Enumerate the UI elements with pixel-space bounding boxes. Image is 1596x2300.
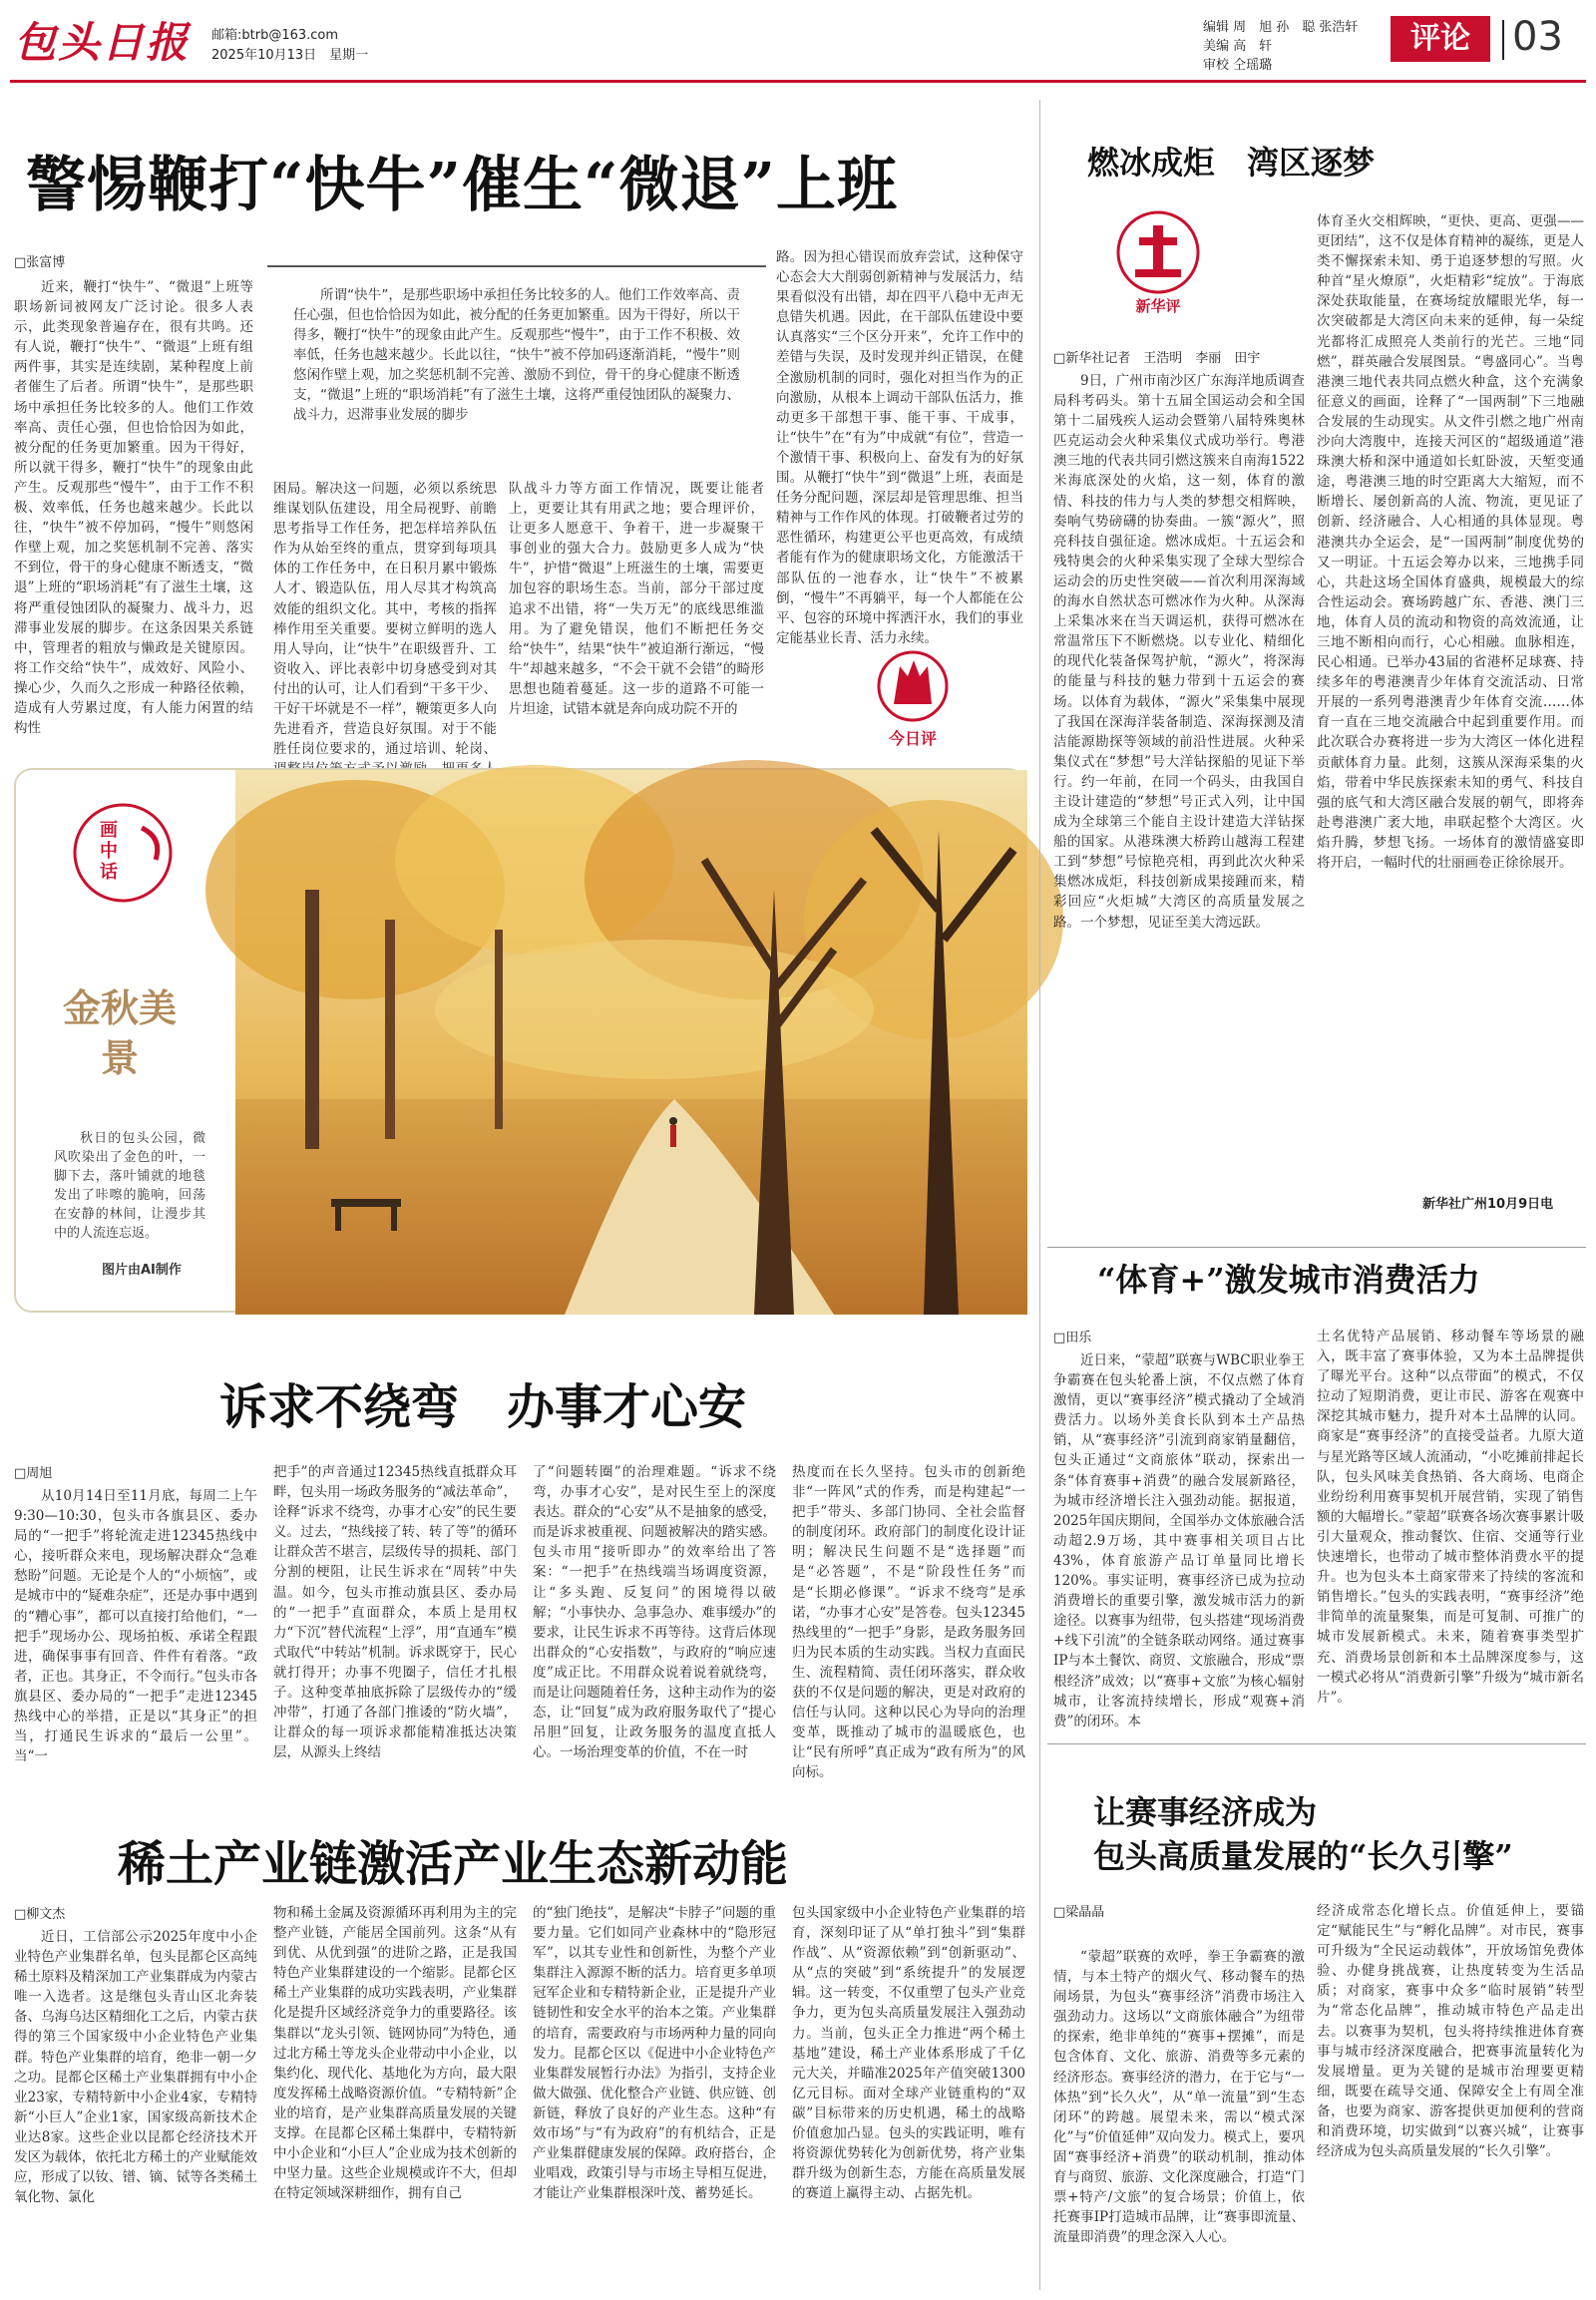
- byline-art3: □柳文杰: [14, 1907, 66, 1922]
- photo-caption: 秋日的包头公园，微风吹染出了金色的叶，一脚下去，落叶铺就的地毯发出了咔嚓的脆响，回荡在安静的林间，让漫步其中的人流连忘返。: [54, 1131, 205, 1241]
- photo-block: [14, 768, 1025, 1313]
- autumn-park-illustration: [235, 770, 1027, 1315]
- pullquote-art1: [267, 265, 766, 465]
- masthead-date: 2025年10月13日 星期一: [211, 48, 369, 63]
- section-name: 评论: [1410, 21, 1470, 56]
- byline-art4: □新华社记者 王浩明 李丽 田宇: [1053, 351, 1261, 366]
- xinhua-emblem-icon: [1113, 207, 1203, 297]
- photo-heading: 金秋美景: [62, 985, 177, 1080]
- stamp-label-huazhonghua: 画中话: [100, 820, 118, 883]
- stamp-label-xinhua: 新华评: [1135, 297, 1181, 315]
- badge-divider: [1502, 20, 1504, 60]
- headline-art1: 警惕鞭打“快牛”催生“微退”上班: [26, 151, 899, 220]
- divider-art5-art6: [1047, 1743, 1586, 1744]
- stamp-label-jinri: 今日评: [888, 729, 937, 748]
- divider-art4-art5: [1047, 1247, 1586, 1248]
- art4-dateline: 新华社广州10月9日电: [1422, 1197, 1554, 1212]
- staff-editors: 编辑 周 旭 孙 聪 张浩轩: [1203, 20, 1359, 35]
- newspaper-logo: 包头日报: [14, 18, 191, 67]
- art6-col1: “蒙超”联赛的欢呼，拳王争霸赛的激情，与本土特产的烟火气、移动餐车的热闹场景，为包头“赛事经济”消费市场注入强劲动力。这场以“文商旅体融合”为纽带的探索，绝非单纯的“赛事+摆摊”，而是包含体育、文化、旅游、消费等多元素的经济形态。赛事经济的潜力，在于它与“一体热”到“长久火”，从“单一流量”到“生态闭环”的跨越。展望未来，需以“模式深化”与“价值延伸”双向发力。模式上，要巩固“赛事经济+消费”的联动机制，推动体育与商贸、旅游、文化深度融合，打造“门票+特产/文旅”的复合场景；价值上，依托赛事IP打造城市品牌，让“赛事即流量、流量即消费”的理念深入人心。: [1053, 1949, 1305, 2246]
- art4-col1: 9日，广州市南沙区广东海洋地质调查局科考码头。第十五届全国运动会和全国第十二届残疾人运动会暨第八届特殊奥林匹克运动会火种采集仪式成功举行。粤港澳三地的代表共同引燃这簇来自南海1522米海底深处的火焰，这一刻，体育的激情、科技的伟力与人类的梦想交相辉映，奏响气势磅礴的协奏曲。一簇“源火”，照亮科技自强征途。燃冰成炬。十五运会和残特奥会的火种采集实现了全球大型综合运动会的历史性突破——首次利用深海域的海水自然状态可燃冰作为火种。从深海上采集冰来在当天调运机，获得可燃冰在常温常压下不断燃烧。以专业化、精细化的现代化装备保驾护航，“源火”，将深海的能量与科技的魅力带到十五运会的赛场。以体育为载体，“源火”采集集中展现了我国在深海洋装备制造、深海探测及清洁能源勘探等领域的前沿性进展。火种采集仪式在“梦想”号大洋钻探船的见证下举行。约一年前，在同一个码头，由我国自主设计建造的“梦想”号正式入列，让中国成为全球第三个能自主设计建造大洋钻探船的国家。从港珠澳大桥跨山越海工程建工到“梦想”号惊艳亮相，再到此次火种采集燃冰成炬，科技创新成果接踵而来，精彩回应“火炬城”大湾区的高质量发展之路。一个梦想，见证至美大湾远跃。: [1053, 373, 1305, 931]
- byline-art2: □周旭: [14, 1466, 53, 1481]
- jinri-ping-stamp: [870, 648, 956, 748]
- art4-col2: 体育圣火交相辉映，“更快、更高、更强——更团结”，这不仅是体育精神的凝练，更是人类不懈探索未知、勇于追逐梦想的写照。火种首“星火燎原”，火炬精彩“绽放”。于海底深处获取能量，在赛场绽放耀眼光华，每一次突破都是大湾区向未来的延伸，每一朵绽光都将汇成照亮人类前行的光芒。三地“同燃”，群英融合发展图景。“粤盛同心”。当粤港澳三地代表共同点燃火种盒，这个充满象征意义的画面，诠释了“一国两制”下三地融合发展的生动现实。从文件引燃之地广州南沙向大湾腹中，连接天河区的“超级通道”港珠澳大桥和深中通道如长虹卧波，天堑变通途，粤港澳三地的时空距离大大缩短，而不断增长、屡创新高的人流、物流，更见证了创新、经济融合、人心相通的具体显现。粤港澳共办全运会，是“一国两制”制度优势的又一明证。十五运会筹办以来，三地携手同心，共赴这场全国体育盛典，规模最大的综合性运动会。赛场跨越广东、香港、澳门三地，体育人员的流动和物资的高效流通，让三地不断相向而行，心心相融。血脉相连，民心相通。已举办43届的省港杯足球赛、持续多年的粤港澳青少年体育交流活动、日常开展的一系列粤港澳青少年体育交流……体育一直在三地交流融合中起到重要作用。而此次联合办赛将进一步为大湾区一体化进程贡献体育力量。此刻，这簇从深海采集的火焰，带着中华民族探索未知的勇气、科技自强的底气和大湾区融合发展的朝气，即将奔赴粤港澳广袤大地，串联起整个大湾区。火焰升腾，梦想飞扬。一场体育的激情盛宴即将开启，一幅时代的壮丽画卷正徐徐展开。: [1317, 213, 1584, 871]
- art2-col2: 把手”的声音通过12345热线直抵群众耳畔，包头用一场政务服务的“减法革命”，诠释“诉求不绕弯，办事才心安”的民生要义。过去，“热线接了转、转了等”的循环让群众苦不堪言，层级传导的损耗、部门分割的梗阻，让民生诉求在“周转”中失温。如今，包头市推动旗县区、委办局的“一把手”直面群众，本质上是用权力“下沉”替代流程“上浮”，用“直通车”模式取代“中转站”机制。诉求既穿于，民心就打得开；办事不兜圈子，信任才扎根子。这种变革抽底拆除了层级传办的“缓冲带”，打通了各部门推诿的“防火墙”，让群众的每一项诉求都能精准抵达决策层，从源头上终结: [273, 1464, 517, 1761]
- art1-col4: 路。因为担心错误而放弃尝试，这种保守心态会大大削弱创新精神与发展活力，结果看似没有出错，却在四平八稳中无声无息错失机遇。因此，在干部队伍建设中要认真落实“三个区分开来”，允许工作中的差错与失误，及时发现并纠正错误，在健全激励机制的同时，强化对担当作为的正向激励，从根本上调动干部队伍活力，推动更多干部想干事、能干事、干成事，让“快牛”在“有为”中成就“有位”，营造一个激情干事、积极向上、奋发有为的好氛围。从鞭打“快牛”到“微退”上班，表面是任务分配问题，深层却是管理思维、担当精神与工作作风的体现。打破鞭者过劳的恶性循环，构建更公平也更高效，有成绩者能有作为的健康职场文化，方能激活干部队伍的一池春水，让“快牛”不被累倒，“慢牛”不再躺平，每一个人都能在公平、包容的环境中挥洒汗水，我们的事业定能基业长青、活力永续。: [776, 249, 1023, 646]
- masthead-rule: [10, 80, 1586, 83]
- huazhonghua-stamp: [68, 798, 178, 908]
- headline-art6-line1: 让赛事经济成为: [1093, 1793, 1318, 1831]
- art3-col2: 物和稀土金属及资源循环再利用为主的完整产业链，产能居全国前列。这条“从有到优、从优到强”的进阶之路，正是我国特色产业集群建设的一个缩影。昆都仑区稀土产业集群的成功实践表明，产业集群化是提升区域经济竞争力的重要路径。该集群以“龙头引领、链网协同”为特色，通过北方稀土等龙头企业带动中小企业，以集约化、现代化、基地化为方向，最大限度发挥稀土战略资源价值。“专精特新”企业的培育，是产业集群高质量发展的关键支撑。在昆都仑区稀土集群中，专精特新中小企业和“小巨人”企业成为技术创新的中坚力量。这些企业规模或许不大，但却在特定领域深耕细作，拥有自己: [273, 1905, 517, 2202]
- staff-designer: 美编 高 轩: [1203, 39, 1273, 54]
- staff-proofreader: 审校 仝瑶璐: [1203, 58, 1273, 73]
- headline-art3: 稀土产业链激活产业生态新动能: [118, 1836, 789, 1892]
- headline-art4: 燃冰成炬 湾区逐梦: [1087, 144, 1376, 182]
- art3-col4: 包头国家级中小企业特色产业集群的培育，深刻印证了从“单打独斗”到“集群作战”、从“资源依赖”到“创新驱动”、从“点的突破”到“系统提升”的发展逻辑。这一转变，不仅重塑了包头产业竞争力，更为包头高质量发展注入强劲动力。当前，包头正全力推进“两个稀土基地”建设，稀土产业体系形成了千亿元大关，并瞄准2025年产值突破1300亿元目标。面对全球产业链重构的“双碳”目标带来的历史机遇，稀土的战略价值愈加凸显。包头的实践证明，唯有将资源优势转化为创新优势，将产业集群升级为创新生态，方能在高质量发展的赛道上赢得主动、占据先机。: [792, 1905, 1025, 2202]
- masthead-email: 邮箱:btrb@163.com: [211, 28, 339, 43]
- headline-art2: 诉求不绕弯 办事才心安: [219, 1379, 747, 1435]
- art3-col1: 近日，工信部公示2025年度中小企业特色产业集群名单，包头昆都仑区高纯稀土原料及精深加工产业集群成为内蒙古唯一入选者。这是继包头青山区北奔装备、乌海乌达区精细化工之后，内蒙古获得的第三个国家级中小企业特色产业集群。特色产业集群的培育，绝非一朝一夕之功。昆都仑区稀土产业集群拥有中小企业23家，专精特新中小企业4家，专精特新“小巨人”企业1家，国家级高新技术企业达8家。这些企业以昆都仑经济技术开发区为载体，依托北方稀土的产业赋能效应，形成了以钕、镨、镝、铽等各类稀土氧化物、氯化: [14, 1929, 257, 2206]
- headline-art6-line2: 包头高质量发展的“长久引擎”: [1093, 1837, 1513, 1875]
- xinhua-ping-stamp: [1113, 207, 1203, 317]
- art1-col2: 困局。解决这一问题，必须以系统思维谋划队伍建设，用全局视野、前瞻思考指导工作任务，把怎样培养队伍作为从始至终的重点，贯穿到每项具体的工作任务中，在日积月累中锻炼人才、锻造队伍，用人尽其才构筑高效能的组织文化。其中，考核的指挥棒作用至关重要。要树立鲜明的选人用人导向，让“快牛”在职级晋升、工资收入、评比表彰中切身感受到对其付出的认可，让人们看到“干多干少、干好干坏就是不一样”，鞭策更多人向先进看齐，营造良好氛围。对于不能胜任岗位要求的，通过培训、轮岗、: [273, 481, 497, 758]
- art2-col4: 热度而在长久坚持。包头市的创新绝非“一阵风”式的作秀，而是构建起“一把手”带头、多部门协同、全社会监督的制度闭环。政府部门的制度化设计证明；解决民生问题不是“选择题”而是“必答题”，不是“阶段性任务”而是“长期必修课”。“诉求不绕弯”是承诺，“办事才心安”是答卷。包头12345热线里的“一把手”身影，是政务服务回归为民本质的生动实践。当权力直面民生、流程精简、责任闭环落实，群众收获的不仅是问题的解决，更是对政府的信任与认同。这种以民心为导向的治理变革，既推动了城市的温暖底色，也让“民有所呼”真正成为“政有所为”的风向标。: [792, 1464, 1025, 1781]
- byline-art5: □田乐: [1053, 1331, 1092, 1345]
- art2-col1: 从10月14日至11月底，每周二上午9:30—10:30，包头市各旗县区、委办局的“一把手”将轮流走进12345热线中心，接听群众来电，现场解决群众“急难愁盼”问题。无论是个人的“小烦恼”，或是城市中的“疑难杂症”，还是办事中遇到的“糟心事”，都可以直接打给他们，“一把手”现场办公、现场拍板、承诺全程跟进，确保事事有回音、件件有着落。“政者，正也。其身正，不令而行。”包头市各旗县区、委办局的“一把手”走进12345热线中心的举措，正是以“其身正”的担当，打通民生诉求的“最后一公里”。当“一: [14, 1488, 257, 1765]
- masthead: [0, 0, 1596, 82]
- column-divider: [1039, 100, 1040, 2290]
- art1-col3: 队战斗力等方面工作情况，既要让能者上，更要让其有用武之地；要合理评价，让更多人愿意干、争着干，进一步凝聚干事创业的强大合力。鼓励更多人成为“快牛”，护惜“微退”上班滋生的土壤，需要更加包容的职场生态。当前，部分干部过度追求不出错，将“一失万无”的底线思维滥用。为了避免错误，他们不断把任务交给“快牛”，结果“快牛”被迫渐行渐远，“慢牛”却越来越多，“不会干就不会错”的畸形思想也随着蔓延。这一步的道路不可能一片坦途，试错本就是奔向成功院不开的: [509, 481, 764, 718]
- pullquote-text: 所谓“快牛”，是那些职场中承担任务比较多的人。他们工作效率高、责任心强，但也恰恰因为如此，被分配的任务更加繁重。因为干得好，所以干得多，鞭打“快牛”的现象由此产生。反观那些“慢牛”，由于工作不积极、效率低，任务也越来越少。长此以往，“快牛”被不停加码逐渐消耗，“慢牛”则悠闲作壁上观，加之奖惩机制不完善、激励不到位，骨干的身心健康不断透支，“微退”上班的“职场消耗”有了滋生土壤，这将严重侵蚀团队的凝聚力、战斗力，迟滞事业发展的脚步: [293, 287, 740, 423]
- page-number: 03: [1512, 14, 1563, 60]
- byline-art1: □张富博: [14, 255, 66, 270]
- art1-col1: 近来，鞭打“快牛”、“微退”上班等职场新词被网友广泛讨论。很多人表示，此类现象普遍存在，很有共鸣。还有人说，鞭打“快牛”、“微退”上班有组两件事，其实是连续剧，某种程度上前者催生了后者。所谓“快牛”，是那些职场中承担任务比较多的人。他们工作效率高、责任心强，但也恰恰因为如此，被分配的任务更加繁重。因为干得好，所以就干得多，鞭打“快牛”的现象由此产生。反观那些“慢牛”，由于工作不积极、效率低，任务也越来越少。长此以往，“快牛”被不停加码，“慢牛”则悠闲作壁上观，加之奖惩机制不完善、落实不到位，骨干的身心健康不断透支，“微退”上班的“职场消耗”有了滋生土壤，这将严重侵蚀团队的凝聚力、战斗力，迟滞事业发展的脚步。在这条因果关系链中，管理者的粗放与懒政是关键原因。将工作交给“快牛”，成效好、风险小、操心少，久而久之形成一种路径依赖，造成有人劳累过度，有人能力闲置的结构性: [14, 279, 253, 737]
- headline-art5: “体育+”激发城市消费活力: [1097, 1261, 1480, 1299]
- byline-art6: □梁晶晶: [1053, 1905, 1105, 1920]
- photo-credit: 图片由AI制作: [102, 1263, 182, 1278]
- art2-col3: 了“问题转圈”的治理难题。“诉求不绕弯，办事才心安”，是对民生至上的深度表达。群众的“心安”从不是抽象的感受，而是诉求被重视、问题被解决的踏实感。包头市用“接听即办”的效率给出了答案：“一把手”在热线端当场调度资源，让“多头跑、反复问”的困境得以破解；“小事快办、急事急办、难事缓办”的要求，让民生诉求不再等待。这背后体现出群众的“心安指数”，与政府的“响应速度”成正比。不用群众说着说着就绕弯，而是让问题随着任务，这种主动作为的姿态，让“回复”成为政府服务取代了“提心吊胆”回复，让政务服务的温度直抵人心。一场治理变革的价值，不在一时: [533, 1464, 776, 1761]
- art5-col1: 近日来，“蒙超”联赛与WBC职业拳王争霸赛在包头轮番上演，不仅点燃了体育激情，更以“赛事经济”模式撬动了全域消费活力。以场外美食长队到本土产品热销，从“赛事经济”引流到商家销量翻倍，包头正通过“文商旅体”联动，探索出一条“体育赛事+消费”的融合发展新路径，为城市经济增长注入强劲动能。据报道，2025年国庆期间，全国举办文体旅融合活动超2.9万场，其中赛事相关项目占比43%，体育旅游产品订单量同比增长120%。事实证明，赛事经济已成为拉动消费增长的重要引擎，激发城市活力的新途径。以赛事为纽带，包头搭建“现场消费+线下引流”的全链条联动网络。通过赛事IP与本土餐饮、商贸、文旅融合，形成“票根经济”成效；以“赛事+文旅”为核心辐射城市，让客流持续增长，形成“观赛+消费”的闭环。本: [1053, 1352, 1305, 1729]
- section-badge: [1391, 16, 1490, 62]
- art5-col2: 土名优特产品展销、移动餐车等场景的融入，既丰富了赛事体验，又为本土品牌提供了曝光平台。这种“以点带面”的模式，不仅拉动了短期消费，更让市民、游客在观赛中深挖其城市魅力，提升对本土品牌的认同。商家是“赛事经济”的直接受益者。九原大道与星光路等区域人流涌动，“小吃摊前排起长队，包头风味美食热销、各大商场、电商企业纷纷利用赛事契机开展营销，实现了销售额的大幅增长。”蒙超”联赛各场次赛事累计吸引大量观众，推动餐饮、住宿、交通等行业快速增长，也带动了城市整体消费水平的提升。也为包头本土商家带来了持续的客流和销售增长。”包头的实践表明，“赛事经济”绝非简单的流量聚集，而是可复制、可推广的城市发展新模式。未来，随着赛事类型扩充、消费场景创新和本土品牌深度参与，这一模式必将从“消费新引擎”升级为“城市新名片”。: [1317, 1329, 1584, 1706]
- art6-col2: 经济成常态化增长点。价值延伸上，要锚定“赋能民生”与“孵化品牌”。对市民，赛事可升级为“全民运动载体”，开放场馆免费体验、办健身挑战赛，让热度转变为生活品质；对商家，赛事中众多“临时展销”转型为“常态化品牌”，推动城市特色产品走出去。以赛事为契机，包头将持续推进体育赛事与城市经济深度融合，把赛事流量转化为发展增量。更为关键的是城市治理要更精细，既要在疏导交通、保障安全上有周全准备，也要为商家、游客提供更加便利的营商和消费环境，切实做到“以赛兴城”，让赛事经济成为包头高质量发展的“长久引擎”。: [1317, 1903, 1584, 2160]
- art3-col3: 的“独门绝技”，是解决“卡脖子”问题的重要力量。它们如同产业森林中的“隐形冠军”，以其专业性和创新性，为整个产业集群注入源源不断的活力。培育更多单项冠军企业和专精特新企业，正是提升产业链韧性和安全水平的治本之策。产业集群的培育，需要政府与市场两种力量的同向发力。昆都仑区以《促进中小企业特色产业集群发展暂行办法》为指引，支持企业做大做强、优化整合产业链、供应链、创新链，释放了良好的产业生态。这种“有效市场”与“有为政府”的有机结合，正是产业集群健康发展的保障。政府搭台，企业唱戏，政策引导与市场主导相互促进，才能让产业集群根深叶茂、蓄势延长。: [533, 1905, 776, 2202]
